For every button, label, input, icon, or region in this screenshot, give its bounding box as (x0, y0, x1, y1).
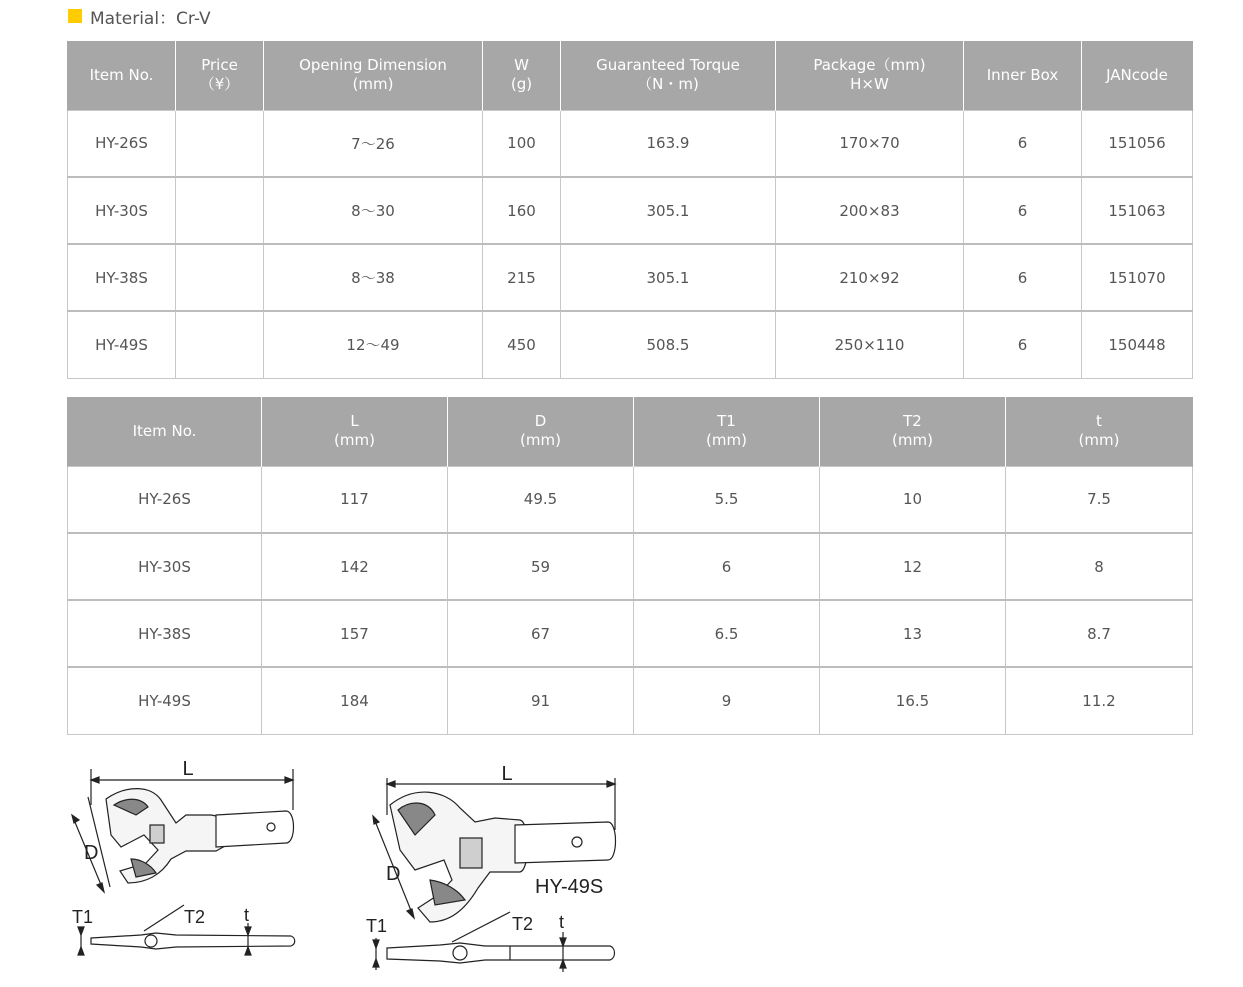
cell-length: 142 (262, 533, 448, 600)
header-package: Package（mm) H×W (776, 41, 964, 110)
cell-t1: 5.5 (634, 466, 820, 533)
cell-t1: 9 (634, 667, 820, 734)
header-inner-box: Inner Box (964, 41, 1082, 110)
cell-t2: 10 (820, 466, 1006, 533)
cell-weight: 100 (483, 110, 561, 177)
header-diameter: D (mm) (448, 397, 634, 466)
cell-package: 170×70 (776, 110, 964, 177)
model-label: HY-49S (535, 876, 604, 898)
cell-item-no: HY-49S (68, 667, 262, 734)
cell-inner-box: 6 (964, 110, 1082, 177)
spec-table-main (67, 41, 1193, 379)
label-L: L (501, 763, 513, 785)
cell-torque: 305.1 (561, 177, 776, 244)
cell-weight: 160 (483, 177, 561, 244)
table-row (68, 667, 1193, 734)
cell-length: 184 (262, 667, 448, 734)
cell-price (176, 177, 264, 244)
cell-package: 250×110 (776, 311, 964, 378)
table-row (68, 244, 1193, 311)
header-guaranteed-torque: Guaranteed Torque （N・m) (561, 41, 776, 110)
cell-price (176, 311, 264, 378)
cell-inner-box: 6 (964, 177, 1082, 244)
cell-opening: 7～26 (264, 110, 483, 177)
label-T2: T2 (184, 907, 206, 927)
cell-item-no: HY-49S (68, 311, 176, 378)
cell-length: 157 (262, 600, 448, 667)
cell-item-no: HY-38S (68, 244, 176, 311)
cell-torque: 508.5 (561, 311, 776, 378)
label-T1: T1 (366, 916, 388, 936)
header-jancode: JANcode (1082, 41, 1193, 110)
cell-weight: 450 (483, 311, 561, 378)
cell-torque: 305.1 (561, 244, 776, 311)
cell-thickness: 7.5 (1006, 466, 1193, 533)
cell-package: 200×83 (776, 177, 964, 244)
material-note (68, 5, 211, 27)
label-L: L (182, 758, 194, 780)
cell-package: 210×92 (776, 244, 964, 311)
table-row (68, 177, 1193, 244)
label-t: t (559, 912, 565, 932)
cell-item-no: HY-38S (68, 600, 262, 667)
cell-thickness: 8 (1006, 533, 1193, 600)
cell-opening: 12～49 (264, 311, 483, 378)
cell-price (176, 110, 264, 177)
header-thickness: t (mm) (1006, 397, 1193, 466)
wrench-diagram-small (66, 755, 306, 965)
wrench-diagram-large (360, 760, 625, 975)
material-label: Material：Cr-V (90, 8, 211, 29)
table-row (68, 533, 1193, 600)
header-item-no: Item No. (68, 41, 176, 110)
cell-t1: 6.5 (634, 600, 820, 667)
cell-weight: 215 (483, 244, 561, 311)
cell-inner-box: 6 (964, 311, 1082, 378)
label-D: D (386, 863, 401, 885)
cell-inner-box: 6 (964, 244, 1082, 311)
header-price: Price （¥） (176, 41, 264, 110)
cell-jancode: 150448 (1082, 311, 1193, 378)
cell-item-no: HY-26S (68, 110, 176, 177)
cell-t1: 6 (634, 533, 820, 600)
cell-item-no: HY-30S (68, 177, 176, 244)
yellow-square-icon (68, 9, 82, 23)
header-length: L (mm) (262, 397, 448, 466)
cell-t2: 16.5 (820, 667, 1006, 734)
cell-item-no: HY-26S (68, 466, 262, 533)
cell-item-no: HY-30S (68, 533, 262, 600)
table-header-row (68, 397, 1193, 466)
cell-thickness: 11.2 (1006, 667, 1193, 734)
cell-jancode: 151056 (1082, 110, 1193, 177)
table-row (68, 110, 1193, 177)
table-row (68, 466, 1193, 533)
label-t: t (244, 905, 250, 925)
cell-length: 117 (262, 466, 448, 533)
table-header-row (68, 41, 1193, 110)
cell-diameter: 49.5 (448, 466, 634, 533)
table-row (68, 311, 1193, 378)
header-opening-dimension: Opening Dimension (mm) (264, 41, 483, 110)
header-item-no: Item No. (68, 397, 262, 466)
cell-jancode: 151063 (1082, 177, 1193, 244)
cell-diameter: 91 (448, 667, 634, 734)
header-weight: W (g) (483, 41, 561, 110)
header-t2: T2 (mm) (820, 397, 1006, 466)
header-t1: T1 (mm) (634, 397, 820, 466)
cell-diameter: 59 (448, 533, 634, 600)
cell-thickness: 8.7 (1006, 600, 1193, 667)
label-D: D (84, 842, 99, 864)
cell-price (176, 244, 264, 311)
cell-t2: 12 (820, 533, 1006, 600)
cell-torque: 163.9 (561, 110, 776, 177)
cell-opening: 8～38 (264, 244, 483, 311)
cell-t2: 13 (820, 600, 1006, 667)
cell-opening: 8～30 (264, 177, 483, 244)
cell-diameter: 67 (448, 600, 634, 667)
label-T1: T1 (72, 907, 94, 927)
cell-jancode: 151070 (1082, 244, 1193, 311)
label-T2: T2 (512, 914, 534, 934)
dimension-table (67, 397, 1193, 735)
table-row (68, 600, 1193, 667)
